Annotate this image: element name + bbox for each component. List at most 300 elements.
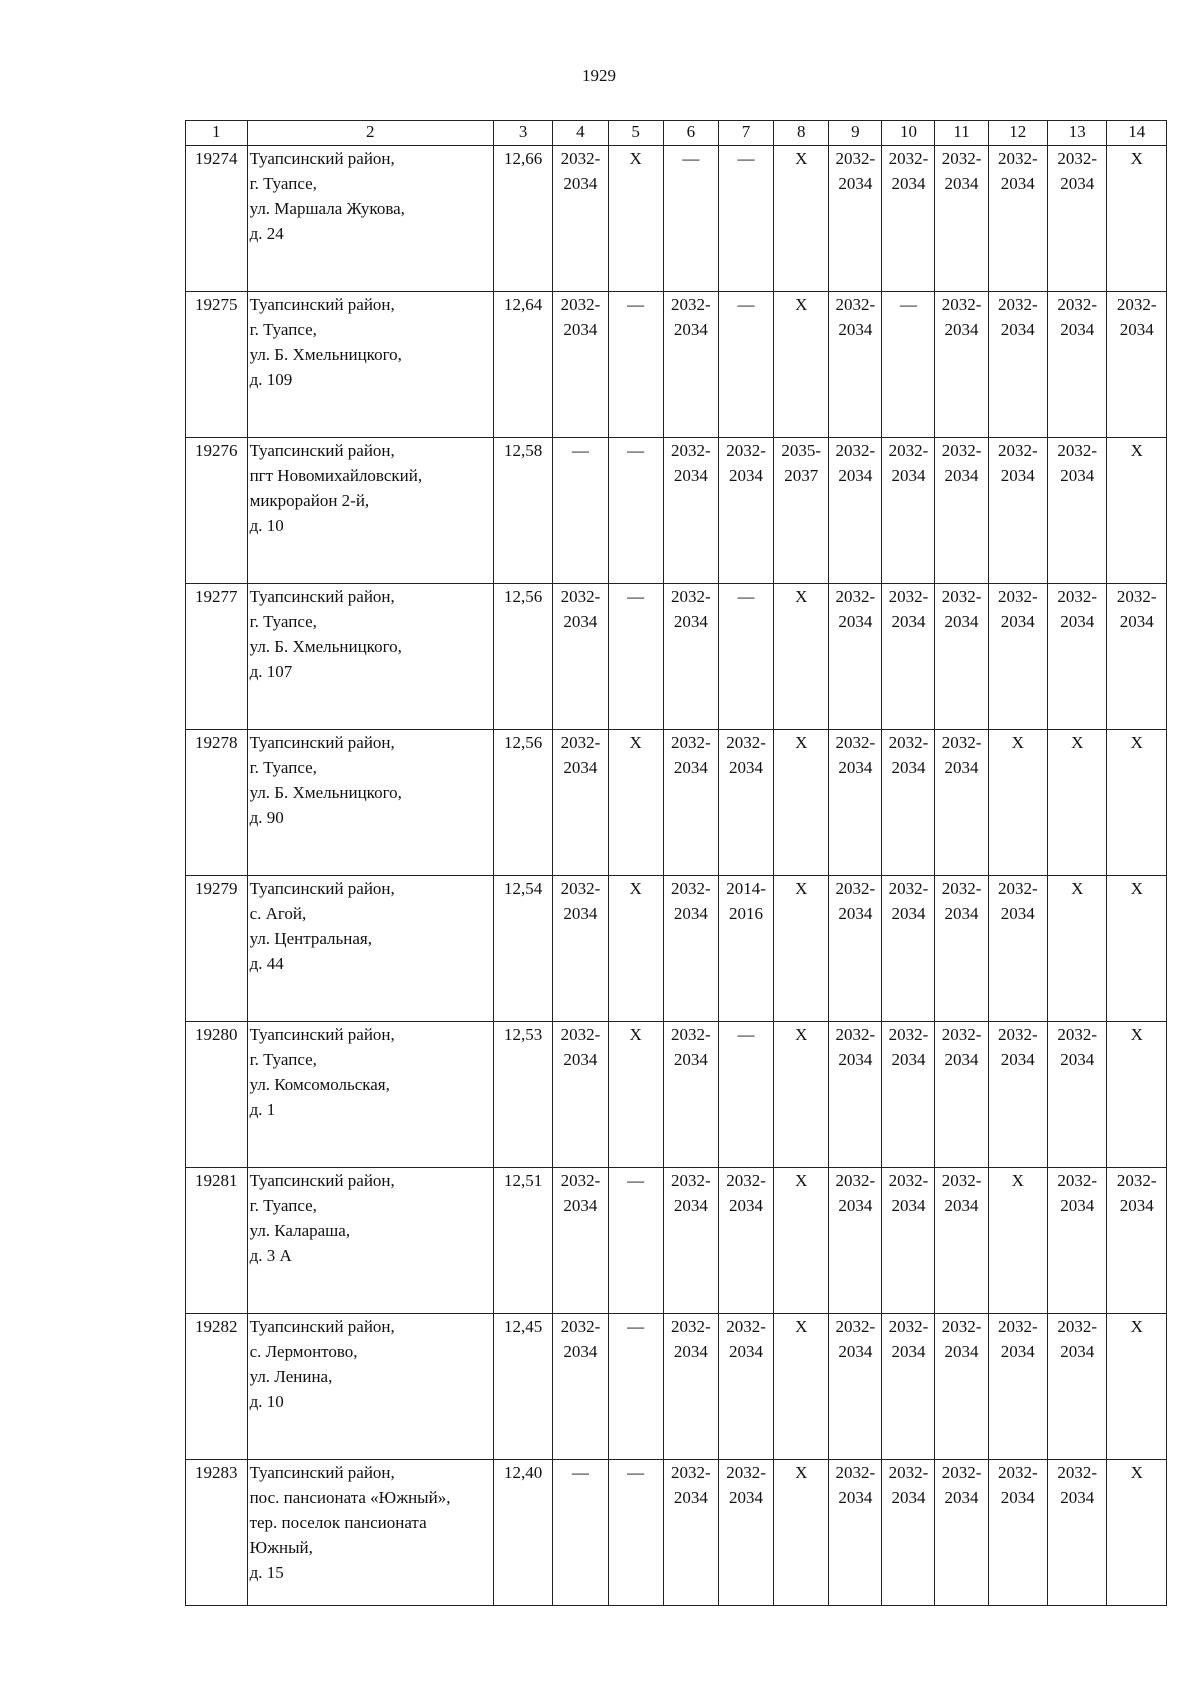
address-line: г. Туапсе, — [249, 1050, 317, 1069]
address-line: г. Туапсе, — [249, 612, 317, 631]
column-header-6: 6 — [663, 121, 718, 146]
period-cell-col-5 — [608, 1022, 663, 1168]
period-cell-col-5 — [608, 1168, 663, 1314]
period-cell-col-9 — [829, 730, 882, 876]
period-cell-col-13 — [1048, 1314, 1107, 1460]
period-line: 2032- — [1057, 1317, 1098, 1336]
area-value: 12,53 — [493, 1022, 552, 1168]
address-line: д. 24 — [249, 224, 284, 243]
address-line: Туапсинский район, — [249, 1171, 395, 1190]
address-line: д. 44 — [249, 954, 284, 973]
period-line: 2032- — [835, 1171, 876, 1190]
period-line: 2032- — [888, 1025, 929, 1044]
period-line: 2034 — [1060, 1050, 1095, 1069]
period-cell-col-10 — [882, 876, 935, 1022]
period-line: Х — [795, 733, 808, 752]
area-value: 12,51 — [493, 1168, 552, 1314]
period-cell-col-14 — [1107, 1168, 1167, 1314]
period-cell-col-4 — [553, 1460, 608, 1606]
period-line: 2016 — [729, 904, 764, 923]
period-line: 2034 — [563, 320, 598, 339]
period-line: 2034 — [891, 612, 926, 631]
period-line: 2034 — [838, 904, 873, 923]
address-cell — [247, 1022, 493, 1168]
address-line: Туапсинский район, — [249, 149, 395, 168]
period-line: 2032- — [835, 587, 876, 606]
period-cell-col-12 — [988, 1314, 1047, 1460]
period-line: 2034 — [944, 1488, 979, 1507]
period-line: — — [737, 295, 755, 314]
period-line: 2032- — [941, 1171, 982, 1190]
period-line: 2034 — [944, 1342, 979, 1361]
address-line: Туапсинский район, — [249, 295, 395, 314]
period-cell-col-6 — [663, 1314, 718, 1460]
period-line: 2034 — [563, 904, 598, 923]
period-cell-col-9 — [829, 1022, 882, 1168]
period-cell-col-13 — [1048, 146, 1107, 292]
period-cell-col-14 — [1107, 584, 1167, 730]
period-line: 2034 — [944, 1196, 979, 1215]
period-cell-col-11 — [935, 1460, 988, 1606]
period-line: 2032- — [726, 1463, 766, 1482]
period-line: 2034 — [1000, 1050, 1035, 1069]
address-line: ул. Калараша, — [249, 1221, 351, 1240]
record-id: 19281 — [186, 1168, 248, 1314]
period-cell-col-11 — [935, 146, 988, 292]
period-cell-col-7 — [718, 1168, 773, 1314]
address-line: Туапсинский район, — [249, 1463, 395, 1482]
period-cell-col-14 — [1107, 876, 1167, 1022]
period-line: 2032- — [560, 1025, 601, 1044]
period-line: 2032- — [1116, 295, 1157, 314]
address-line: Туапсинский район, — [249, 879, 395, 898]
address-cell — [247, 1314, 493, 1460]
period-line: Х — [629, 149, 642, 168]
period-line: — — [627, 441, 645, 460]
period-line: 2034 — [838, 758, 873, 777]
period-line: 2032- — [670, 1025, 711, 1044]
period-line: 2034 — [673, 466, 708, 485]
address-line: тер. поселок пансионата — [249, 1513, 427, 1532]
period-cell-col-8 — [774, 1314, 829, 1460]
address-line: ул. Б. Хмельницкого, — [249, 783, 402, 802]
period-line: 2034 — [944, 320, 979, 339]
period-cell-col-8 — [774, 1168, 829, 1314]
table-body — [186, 146, 1167, 1606]
period-line: 2034 — [838, 320, 873, 339]
period-line: 2034 — [838, 1488, 873, 1507]
column-header-8: 8 — [774, 121, 829, 146]
header-row — [186, 121, 1167, 146]
period-line: Х — [795, 1025, 808, 1044]
period-line: 2032- — [1057, 295, 1098, 314]
period-line: 2032- — [1057, 1025, 1098, 1044]
period-cell-col-5 — [608, 146, 663, 292]
period-cell-col-12 — [988, 1022, 1047, 1168]
address-line: ул. Маршала Жукова, — [249, 199, 405, 218]
period-line: 2034 — [1119, 612, 1154, 631]
period-cell-col-5 — [608, 438, 663, 584]
period-line: Х — [1130, 149, 1143, 168]
area-value: 12,45 — [493, 1314, 552, 1460]
column-header-12: 12 — [988, 121, 1047, 146]
period-line: 2034 — [891, 466, 926, 485]
period-line: 2032- — [1116, 587, 1157, 606]
period-line: 2034 — [944, 1050, 979, 1069]
period-line: 2032- — [1057, 1171, 1098, 1190]
period-line: 2034 — [673, 758, 708, 777]
period-cell-col-5 — [608, 1460, 663, 1606]
period-line: Х — [1071, 733, 1084, 752]
period-line: 2034 — [673, 904, 708, 923]
period-line: Х — [795, 149, 808, 168]
period-cell-col-11 — [935, 876, 988, 1022]
period-cell-col-12 — [988, 438, 1047, 584]
period-line: — — [737, 587, 755, 606]
record-id: 19277 — [186, 584, 248, 730]
period-cell-col-11 — [935, 730, 988, 876]
period-cell-col-4 — [553, 730, 608, 876]
period-line: 2034 — [1119, 320, 1154, 339]
record-id: 19278 — [186, 730, 248, 876]
period-line: 2032- — [835, 733, 876, 752]
period-line: 2034 — [1060, 1488, 1095, 1507]
period-cell-col-12 — [988, 876, 1047, 1022]
period-cell-col-4 — [553, 1314, 608, 1460]
period-cell-col-14 — [1107, 730, 1167, 876]
column-header-7: 7 — [718, 121, 773, 146]
period-line: 2032- — [560, 733, 601, 752]
period-line: Х — [795, 1463, 808, 1482]
period-line: — — [627, 295, 645, 314]
area-value: 12,64 — [493, 292, 552, 438]
period-cell-col-4 — [553, 146, 608, 292]
period-cell-col-13 — [1048, 730, 1107, 876]
period-line: 2032- — [670, 733, 711, 752]
address-line: с. Лермонтово, — [249, 1342, 358, 1361]
period-line: 2034 — [944, 758, 979, 777]
period-cell-col-6 — [663, 1460, 718, 1606]
period-cell-col-8 — [774, 730, 829, 876]
period-cell-col-14 — [1107, 1314, 1167, 1460]
table-row — [186, 292, 1167, 438]
period-cell-col-9 — [829, 584, 882, 730]
period-cell-col-10 — [882, 584, 935, 730]
column-header-9: 9 — [829, 121, 882, 146]
period-cell-col-4 — [553, 438, 608, 584]
period-line: 2034 — [891, 1196, 926, 1215]
area-value: 12,56 — [493, 730, 552, 876]
period-cell-col-7 — [718, 292, 773, 438]
address-line: ул. Б. Хмельницкого, — [249, 637, 402, 656]
period-line: 2034 — [1000, 612, 1035, 631]
period-line: Х — [1130, 441, 1143, 460]
period-cell-col-7 — [718, 438, 773, 584]
period-cell-col-7 — [718, 1314, 773, 1460]
period-line: 2034 — [1000, 1488, 1035, 1507]
period-line: Х — [795, 1171, 808, 1190]
address-line: ул. Б. Хмельницкого, — [249, 345, 402, 364]
period-line: 2032- — [941, 587, 982, 606]
period-line: 2034 — [673, 1488, 708, 1507]
period-line: 2032- — [997, 441, 1038, 460]
period-cell-col-8 — [774, 146, 829, 292]
period-line: 2014- — [726, 879, 766, 898]
period-line: 2034 — [563, 612, 598, 631]
period-line: 2034 — [891, 758, 926, 777]
address-line: Туапсинский район, — [249, 733, 395, 752]
column-header-5: 5 — [608, 121, 663, 146]
address-line: г. Туапсе, — [249, 174, 317, 193]
record-id: 19274 — [186, 146, 248, 292]
period-line: 2034 — [563, 1196, 598, 1215]
period-cell-col-11 — [935, 1314, 988, 1460]
period-line: — — [737, 149, 755, 168]
address-line: ул. Комсомольская, — [249, 1075, 390, 1094]
period-cell-col-7 — [718, 1022, 773, 1168]
period-cell-col-8 — [774, 292, 829, 438]
period-cell-col-8 — [774, 584, 829, 730]
period-cell-col-10 — [882, 438, 935, 584]
record-id: 19276 — [186, 438, 248, 584]
housing-schedule-table — [185, 120, 1167, 1606]
period-line: 2034 — [1060, 174, 1095, 193]
address-line: Туапсинский район, — [249, 1317, 395, 1336]
column-header-10: 10 — [882, 121, 935, 146]
period-line: 2032- — [1057, 441, 1098, 460]
period-cell-col-6 — [663, 730, 718, 876]
period-line: 2032- — [888, 149, 929, 168]
address-line: с. Агой, — [249, 904, 307, 923]
period-line: 2032- — [670, 295, 711, 314]
period-line: 2034 — [944, 904, 979, 923]
page-number: 1929 — [582, 66, 616, 85]
period-line: 2032- — [941, 149, 982, 168]
column-header-11: 11 — [935, 121, 988, 146]
period-cell-col-4 — [553, 1168, 608, 1314]
period-cell-col-7 — [718, 584, 773, 730]
address-line: д. 10 — [249, 516, 284, 535]
period-cell-col-6 — [663, 292, 718, 438]
address-line: д. 107 — [249, 662, 293, 681]
period-cell-col-13 — [1048, 1168, 1107, 1314]
period-line: Х — [795, 879, 808, 898]
period-line: 2032- — [835, 879, 876, 898]
period-line: 2032- — [888, 441, 929, 460]
period-line: 2032- — [670, 1171, 711, 1190]
record-id: 19279 — [186, 876, 248, 1022]
period-line: 2032- — [726, 441, 766, 460]
period-line: 2034 — [563, 758, 598, 777]
period-line: 2034 — [563, 1342, 598, 1361]
period-line: 2034 — [891, 904, 926, 923]
period-line: 2032- — [670, 1317, 711, 1336]
address-line: д. 90 — [249, 808, 284, 827]
period-cell-col-10 — [882, 146, 935, 292]
table-row — [186, 1168, 1167, 1314]
period-line: 2032- — [941, 441, 982, 460]
period-cell-col-10 — [882, 730, 935, 876]
period-cell-col-12 — [988, 292, 1047, 438]
period-line: 2034 — [1119, 1196, 1154, 1215]
area-value: 12,40 — [493, 1460, 552, 1606]
period-line: — — [682, 149, 700, 168]
period-cell-col-6 — [663, 876, 718, 1022]
period-cell-col-9 — [829, 1168, 882, 1314]
period-line: 2034 — [729, 1342, 764, 1361]
period-line: 2034 — [673, 1342, 708, 1361]
period-cell-col-5 — [608, 730, 663, 876]
period-line: 2032- — [560, 1317, 601, 1336]
period-cell-col-10 — [882, 1460, 935, 1606]
period-cell-col-8 — [774, 438, 829, 584]
table-row — [186, 1460, 1167, 1606]
period-line: 2032- — [1057, 149, 1098, 168]
record-id: 19283 — [186, 1460, 248, 1606]
table-row — [186, 584, 1167, 730]
period-cell-col-9 — [829, 438, 882, 584]
period-cell-col-7 — [718, 730, 773, 876]
period-cell-col-4 — [553, 1022, 608, 1168]
area-value: 12,56 — [493, 584, 552, 730]
address-cell — [247, 1168, 493, 1314]
period-line: 2032- — [670, 441, 711, 460]
period-line: 2032- — [835, 295, 876, 314]
period-cell-col-11 — [935, 584, 988, 730]
period-cell-col-12 — [988, 584, 1047, 730]
address-cell — [247, 584, 493, 730]
period-line: Х — [629, 1025, 642, 1044]
period-line: 2032- — [560, 149, 601, 168]
period-cell-col-11 — [935, 438, 988, 584]
period-line: 2032- — [560, 295, 601, 314]
period-line: Х — [1130, 1463, 1143, 1482]
address-line: пос. пансионата «Южный», — [249, 1488, 451, 1507]
column-header-13: 13 — [1048, 121, 1107, 146]
period-line: 2034 — [1060, 466, 1095, 485]
period-line: 2032- — [997, 1317, 1038, 1336]
column-header-3: 3 — [493, 121, 552, 146]
period-line: 2034 — [891, 1050, 926, 1069]
period-cell-col-12 — [988, 1168, 1047, 1314]
period-line: 2037 — [784, 466, 819, 485]
area-value: 12,66 — [493, 146, 552, 292]
period-line: 2034 — [838, 1196, 873, 1215]
period-line: 2032- — [997, 295, 1038, 314]
period-cell-col-6 — [663, 1022, 718, 1168]
address-cell — [247, 292, 493, 438]
period-line: 2032- — [835, 1463, 876, 1482]
period-line: 2034 — [563, 1050, 598, 1069]
period-line: 2032- — [670, 1463, 711, 1482]
period-line: 2032- — [941, 733, 982, 752]
period-cell-col-14 — [1107, 146, 1167, 292]
period-line: 2032- — [560, 1171, 601, 1190]
period-line: 2034 — [729, 1488, 764, 1507]
address-line: Туапсинский район, — [249, 1025, 395, 1044]
period-cell-col-13 — [1048, 1460, 1107, 1606]
column-header-4: 4 — [553, 121, 608, 146]
period-line: — — [627, 587, 645, 606]
period-line: 2034 — [1000, 174, 1035, 193]
period-line: 2032- — [1057, 587, 1098, 606]
period-cell-col-7 — [718, 876, 773, 1022]
address-line: д. 10 — [249, 1392, 284, 1411]
period-cell-col-8 — [774, 1460, 829, 1606]
period-line: 2032- — [670, 587, 711, 606]
column-header-14: 14 — [1107, 121, 1167, 146]
period-cell-col-5 — [608, 292, 663, 438]
period-line: 2032- — [997, 587, 1038, 606]
period-line: 2032- — [997, 1025, 1038, 1044]
period-cell-col-4 — [553, 584, 608, 730]
period-cell-col-9 — [829, 292, 882, 438]
period-cell-col-9 — [829, 876, 882, 1022]
period-line: 2032- — [670, 879, 711, 898]
period-cell-col-5 — [608, 584, 663, 730]
period-line: — — [571, 441, 589, 460]
period-cell-col-5 — [608, 1314, 663, 1460]
period-line: 2032- — [835, 441, 876, 460]
address-line: ул. Центральная, — [249, 929, 372, 948]
period-line: 2034 — [1000, 320, 1035, 339]
address-cell — [247, 438, 493, 584]
period-cell-col-10 — [882, 292, 935, 438]
address-cell — [247, 876, 493, 1022]
period-line: 2034 — [944, 612, 979, 631]
address-line: ул. Ленина, — [249, 1367, 333, 1386]
period-line: Х — [629, 733, 642, 752]
period-line: 2034 — [838, 174, 873, 193]
period-cell-col-4 — [553, 292, 608, 438]
record-id: 19275 — [186, 292, 248, 438]
period-line: 2032- — [560, 587, 601, 606]
address-line: г. Туапсе, — [249, 320, 317, 339]
period-cell-col-13 — [1048, 876, 1107, 1022]
period-line: 2034 — [729, 466, 764, 485]
address-line: д. 15 — [249, 1563, 284, 1582]
period-cell-col-9 — [829, 146, 882, 292]
period-cell-col-5 — [608, 876, 663, 1022]
period-line: 2034 — [1060, 1342, 1095, 1361]
period-cell-col-12 — [988, 730, 1047, 876]
area-value: 12,58 — [493, 438, 552, 584]
period-line: — — [899, 295, 917, 314]
period-line: 2035- — [781, 441, 822, 460]
period-line: 2034 — [838, 466, 873, 485]
period-line: 2032- — [835, 149, 876, 168]
period-cell-col-6 — [663, 584, 718, 730]
period-cell-col-14 — [1107, 292, 1167, 438]
period-cell-col-10 — [882, 1314, 935, 1460]
area-value: 12,54 — [493, 876, 552, 1022]
address-cell — [247, 1460, 493, 1606]
address-line: д. 3 А — [249, 1246, 292, 1265]
period-cell-col-6 — [663, 146, 718, 292]
address-line: Туапсинский район, — [249, 587, 395, 606]
period-cell-col-11 — [935, 1022, 988, 1168]
period-line: 2032- — [726, 733, 766, 752]
period-line: Х — [795, 295, 808, 314]
period-line: — — [627, 1317, 645, 1336]
period-cell-col-14 — [1107, 1022, 1167, 1168]
table-row — [186, 1022, 1167, 1168]
period-line: 2034 — [1060, 1196, 1095, 1215]
period-cell-col-12 — [988, 1460, 1047, 1606]
table-row — [186, 730, 1167, 876]
period-line: 2034 — [944, 174, 979, 193]
period-line: 2034 — [891, 1488, 926, 1507]
